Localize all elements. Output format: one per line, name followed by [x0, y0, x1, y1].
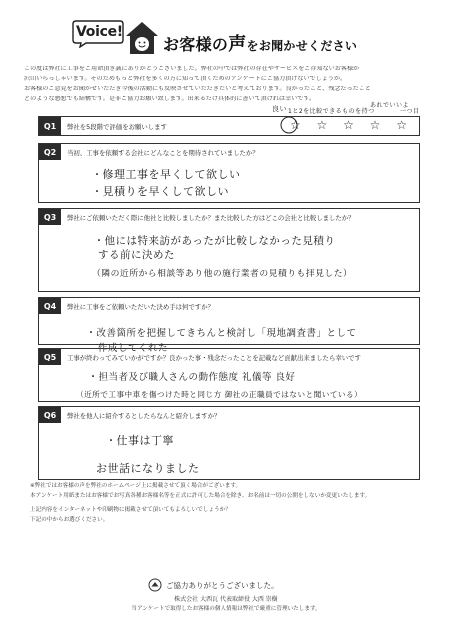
- q4-text: 弊社に工事をご依頼いただいた決め手は何ですか？: [67, 303, 214, 311]
- q1-text: 弊社を5段階で評価をお願いします: [67, 123, 167, 131]
- q1-note-first: 一つ目: [400, 108, 420, 115]
- q6-text: 弊社を他人に紹介するとしたらなんと紹介しますか？: [67, 412, 221, 420]
- q1-selected-circle: [279, 115, 299, 135]
- q5-answer-2: （近所で工事中車を傷つけた時と同じ方 御社の正職員ではないと聞いている）: [76, 390, 363, 399]
- page-title: [163, 30, 357, 56]
- q1-note-that-ok: あれでいいよ: [370, 102, 410, 109]
- footer-note-1: ※弊社ではお客様の声を弊社のホームページ上に掲載させて頂く場合がございます。: [30, 483, 242, 489]
- title-part-please-tell: をお聞かせください: [246, 39, 358, 53]
- q1-star-rating[interactable]: ☆ ☆ ☆ ☆ ☆: [289, 118, 413, 132]
- q1-note-compare: 1と2を比較できるものを持つ: [288, 108, 375, 115]
- q2-answer-1: ・修理工事を早くして欲しい: [92, 168, 241, 181]
- q6-answer-1: ・仕事は丁寧: [106, 434, 174, 447]
- q1-label: Q1: [39, 117, 61, 135]
- question-q3: [38, 208, 420, 292]
- thanks-message: ご協力ありがとうございました。: [166, 581, 279, 590]
- q2-answer-2: ・見積りを早くして欲しい: [92, 185, 229, 198]
- q4-label: Q4: [39, 298, 61, 314]
- intro-line-3: お客様のご意見をお聞かせいただき今後の活動にも反映させていただきたいと考えております。良かったこと、残念だったこと: [24, 86, 371, 92]
- privacy-note: 当アンケートで取得したお客様の個人情報は弊社で厳重に管理いたします。: [131, 606, 321, 612]
- question-q1: [38, 116, 420, 136]
- footer-note-4: 下記の中からお選びください。: [30, 517, 109, 523]
- voice-badge-text: Voice!: [76, 24, 123, 40]
- q3-answer-1: ・他には特来訪があったが比較しなかった見積り: [94, 235, 336, 247]
- q3-label: Q3: [39, 209, 61, 225]
- q6-label: Q6: [39, 407, 61, 423]
- q2-text: 当初、工事を依頼する会社にどんなことを期待されていましたか？: [67, 149, 259, 157]
- intro-line-2: 沢山いらっしゃいます。そのためもっと弊社を多くの方に知って頂くためのアンケートにご協力頂けないでしょうか。: [24, 76, 347, 82]
- footer-note-3: 上記内容をインターネットや印刷物に掲載させて頂いてもよろしいでしょうか？: [30, 507, 231, 513]
- footer-note-2: 本アンケート用紙またはお客様でお写真各種お客様名等を正式に許可した場合を除き、お名前は一切の公開をしないか変更いたします。: [30, 493, 371, 499]
- q6-answer-2: お世話になりました: [96, 462, 200, 475]
- company-signature: 株式会社 大西瓦 代表取締役 大西 崇樹: [174, 596, 278, 603]
- house-face-icon: [122, 18, 162, 58]
- title-part-voice: 声: [228, 34, 247, 55]
- q3-text: 弊社にご依頼いただく際に他社と比較しましたか？また比較した方はどこの会社と比較しましたか？: [67, 214, 355, 222]
- q1-note-good: 良い: [272, 105, 287, 113]
- q3-answer-2: する前に決めた: [98, 249, 175, 261]
- intro-line-1: この度は弊社に工事をご用命頂き誠にありがとうございました。弊社の中では弊社の存在やサービスをご存知ないお客様が: [24, 66, 360, 72]
- q5-answer-1: ・担当者及び職人さんの動作態度 礼儀等 良好: [88, 372, 296, 383]
- intro-line-4: どのような感想でも結構です。是非ご協力お願い致します。出来るだけ具体的に書いて頂ければ幸いです。: [24, 96, 316, 102]
- q4-answer-1: ・改善箇所を把握してきちんと検討し「現地調査書」として: [86, 328, 357, 339]
- q3-answer-3: （隣の近所から相談等あり他の施行業者の見積りも拝見した）: [92, 269, 353, 279]
- q5-text: 工事が終わってみていかがですか？良かった事・残念だったことを記載など貢献出来ましたら幸いです: [67, 354, 361, 362]
- q2-label: Q2: [39, 144, 61, 160]
- company-logo-icon: [148, 578, 162, 592]
- q4-answer-2: 作成してくれた: [98, 343, 169, 354]
- title-part-customer: お客様の: [163, 35, 229, 54]
- q5-label: Q5: [39, 349, 61, 365]
